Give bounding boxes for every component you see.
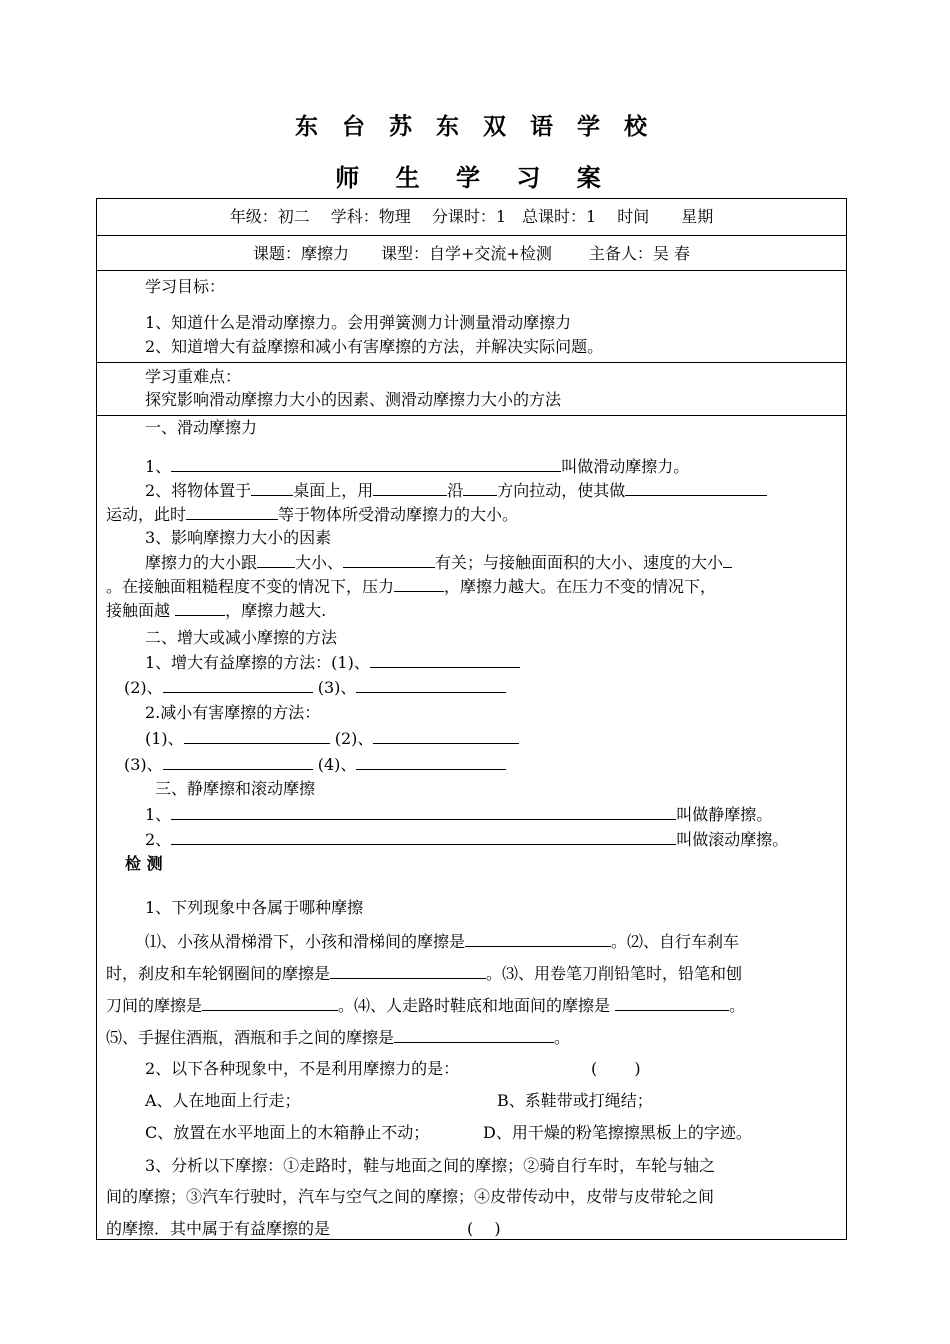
document-title: 师 生 学 习 案 (335, 163, 615, 192)
question-text: 叫做滑动摩擦力。 (561, 457, 690, 476)
question-line (145, 651, 520, 674)
question-line (106, 575, 716, 598)
test-line: 间的摩擦；③汽车行驶时，汽车与空气之间的摩擦；④皮带传动中，皮带与皮带轮之间 (106, 1187, 715, 1206)
question-text: ⑸、手握住酒瓶，酒瓶和手之间的摩擦是 (106, 1028, 395, 1047)
option-c: C、放置在水平地面上的木箱静止不动； (145, 1123, 430, 1142)
answer-blank[interactable] (465, 930, 611, 947)
test-question: 1、下列现象中各属于哪种摩擦 (145, 898, 364, 917)
question-text: 。 (729, 996, 746, 1015)
meta-row-topic (96, 235, 847, 271)
test-line (106, 962, 742, 985)
question-text: (3)、 (312, 678, 357, 697)
test-line (145, 930, 739, 953)
key-points-text: 探究影响滑动摩擦力大小的因素、测滑动摩擦力大小的方法 (145, 390, 562, 409)
answer-blank[interactable] (394, 575, 444, 592)
option-d: D、用干燥的粉笔擦擦黑板上的字迹。 (483, 1123, 752, 1142)
school-title: 东 台 苏 东 双 语 学 校 (294, 113, 656, 140)
question-text: 2、将物体置于 (145, 481, 252, 500)
question-text: (4)、 (312, 755, 357, 774)
answer-blank[interactable] (373, 479, 447, 496)
question-line (145, 455, 689, 478)
answer-parentheses[interactable]: ( ) (591, 1059, 641, 1078)
question-text: 方向拉动，使其做 (497, 481, 626, 500)
answer-blank[interactable] (257, 551, 295, 568)
question-text: 叫做静摩擦。 (676, 805, 773, 824)
answer-blank[interactable] (356, 676, 506, 693)
answer-blank[interactable] (343, 551, 435, 568)
answer-blank[interactable] (625, 479, 767, 496)
answer-blank[interactable] (184, 727, 330, 744)
answer-blank[interactable] (356, 753, 506, 770)
section-title: 一、滑动摩擦力 (145, 418, 258, 437)
question-text: 桌面上，用 (293, 481, 374, 500)
answer-blank[interactable] (163, 676, 313, 693)
question-line (145, 727, 519, 750)
answer-blank[interactable] (171, 828, 676, 845)
test-question: 3、分析以下摩擦：①走路时，鞋与地面之间的摩擦；②骑自行车时，车轮与轴之 (145, 1156, 716, 1175)
test-question: 2、以下各种现象中，不是利用摩擦力的是： (145, 1059, 460, 1078)
question-line (106, 503, 518, 526)
question-text: 1、增大有益摩擦的方法：(1)、 (145, 653, 370, 672)
objective-item: 1、知道什么是滑动摩擦力。会用弹簧测力计测量滑动摩擦力 (145, 313, 572, 332)
answer-blank[interactable] (394, 1026, 554, 1043)
question-number: 1、 (145, 805, 172, 824)
answer-blank[interactable] (615, 994, 729, 1011)
option-b: B、系鞋带或打绳结； (497, 1091, 653, 1110)
question-text: (1)、 (145, 729, 184, 748)
answer-blank[interactable] (171, 455, 561, 472)
answer-blank[interactable] (251, 479, 293, 496)
test-heading: 检 测 (125, 854, 163, 873)
question-line (145, 803, 772, 826)
question-line (124, 753, 506, 776)
answer-blank[interactable] (370, 651, 520, 668)
question-text: 。 (554, 1028, 571, 1047)
section-title: 三、静摩擦和滚动摩擦 (155, 779, 316, 798)
question-number: 2、 (145, 830, 172, 849)
question-text: 接触面越 (106, 601, 176, 620)
question-text: 等于物体所受滑动摩擦力的大小。 (278, 505, 519, 524)
question-text: ，摩擦力越大. (225, 601, 327, 620)
objectives-cell (96, 270, 847, 363)
meta-row-grade (96, 198, 847, 236)
question-text: 。⑷、人走路时鞋底和地面间的摩擦是 (338, 996, 616, 1015)
objective-item: 2、知道增大有益摩擦和减小有害摩擦的方法，并解决实际问题。 (145, 337, 604, 356)
question-text: 沿 (447, 481, 464, 500)
key-points-heading: 学习重难点： (145, 367, 242, 386)
key-points-cell (96, 362, 847, 416)
question-text: 刀间的摩擦是 (106, 996, 203, 1015)
meta-grade-text: 年级：初二 学科：物理 分课时：1 总课时：1 时间 星期 (229, 207, 714, 226)
answer-blank[interactable] (463, 479, 497, 496)
answer-blank[interactable] (373, 727, 519, 744)
question-text: 时，刹皮和车轮钢圈间的摩擦是 (106, 964, 331, 983)
question-line (124, 676, 506, 699)
subheading: 3、影响摩擦力大小的因素 (145, 528, 332, 547)
question-text: 叫做滚动摩擦。 (676, 830, 789, 849)
test-line: 的摩擦．其中属于有益摩擦的是 (106, 1219, 331, 1238)
objectives-heading: 学习目标： (145, 277, 226, 296)
question-line (106, 599, 326, 622)
question-text: 。⑵、自行车刹车 (611, 932, 740, 951)
test-line (106, 994, 745, 1017)
question-text: 摩擦力的大小跟 (145, 553, 258, 572)
content-cell (96, 415, 847, 1240)
question-text: 大小、 (295, 553, 344, 572)
answer-blank[interactable] (175, 599, 225, 616)
question-text: 。在接触面粗糙程度不变的情况下，压力 (106, 577, 395, 596)
answer-blank[interactable] (202, 994, 338, 1011)
question-text: ⑴、小孩从滑梯滑下，小孩和滑梯间的摩擦是 (145, 932, 466, 951)
question-text: ，摩擦力越大。在压力不变的情况下， (444, 577, 717, 596)
answer-blank[interactable] (330, 962, 486, 979)
question-text: 运动，此时 (106, 505, 187, 524)
test-line (106, 1026, 570, 1049)
question-line: 2.减小有害摩擦的方法： (145, 703, 321, 722)
question-line (145, 828, 788, 851)
question-text: 。⑶、用卷笔刀削铅笔时，铅笔和刨 (486, 964, 743, 983)
question-text: (3)、 (124, 755, 163, 774)
answer-blank[interactable] (723, 551, 732, 568)
answer-blank[interactable] (163, 753, 313, 770)
answer-parentheses[interactable]: ( ) (467, 1219, 501, 1238)
answer-blank[interactable] (171, 803, 676, 820)
question-text: 有关；与接触面面积的大小、速度的大小 (435, 553, 724, 572)
question-line (145, 479, 767, 502)
question-number: 1、 (145, 457, 172, 476)
question-text: (2)、 (329, 729, 374, 748)
answer-blank[interactable] (186, 503, 278, 520)
meta-topic-text: 课题：摩擦力 课型：自学+交流+检测 主备人：吴 春 (253, 244, 690, 263)
question-text: (2)、 (124, 678, 163, 697)
question-line (145, 551, 732, 574)
option-a: A、人在地面上行走； (145, 1091, 301, 1110)
section-title: 二、增大或减小摩擦的方法 (145, 628, 338, 647)
